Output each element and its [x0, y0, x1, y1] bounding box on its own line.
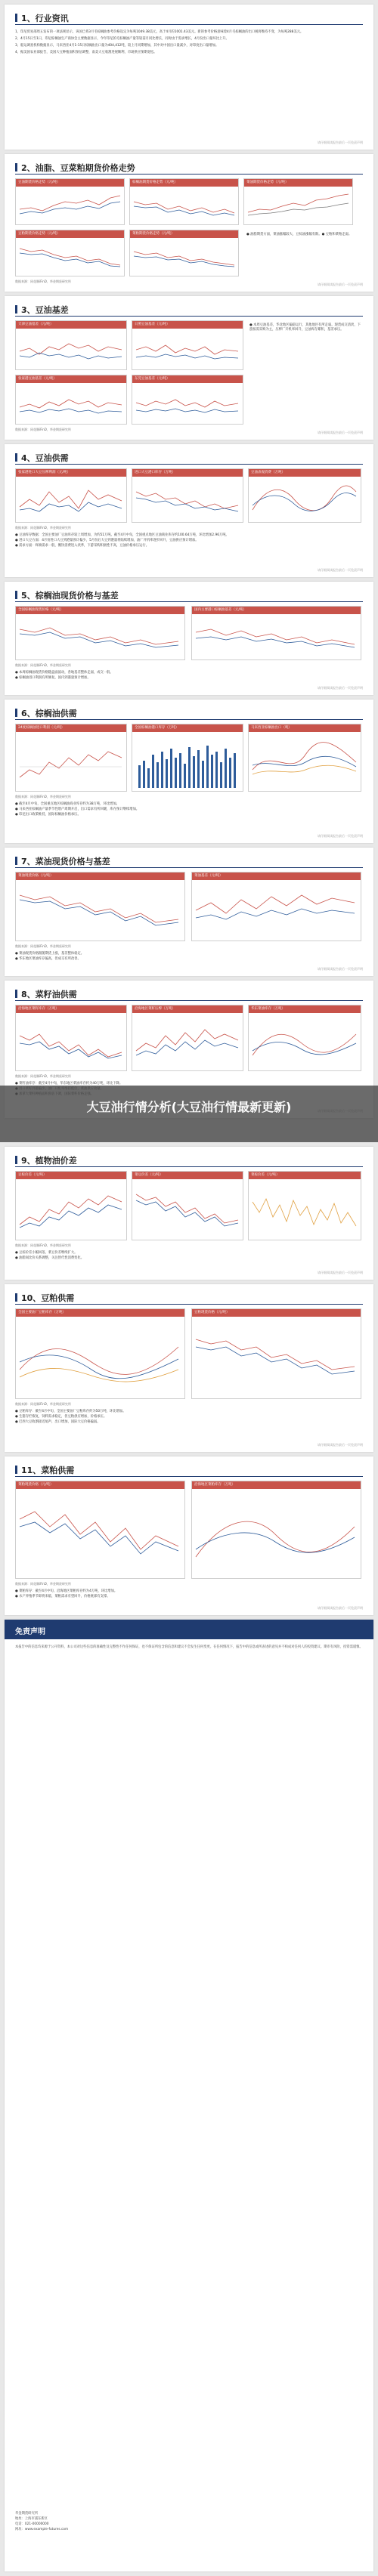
chart-panel: [191, 872, 361, 941]
chart-panel: [132, 1005, 243, 1071]
line-chart: [192, 1317, 361, 1398]
chart-panel: [132, 320, 243, 370]
chart-title: 沿海地区菜粕库存（万吨）: [192, 1481, 361, 1489]
chart-panel: [248, 724, 361, 792]
chart-panel: [248, 1005, 361, 1071]
bullet-list: [15, 1410, 363, 1425]
section-title: 11、菜粕供需: [15, 1464, 74, 1476]
bullet-item: ● 生猪存栏恢复，饲料需求稳定，但豆粕供应增加，价格承压。: [15, 1415, 107, 1419]
chart-panel: [191, 1481, 361, 1579]
bullet-item: ● 菜籽油库存：截至4月中旬，华东地区菜油库存约为40万吨，环比下降。: [15, 1082, 123, 1086]
bullet-item: ● 印尼出口政策维持，国际棕榈油价格承压。: [15, 813, 81, 817]
line-chart: [16, 1013, 126, 1070]
line-chart: [249, 477, 361, 522]
side-commentary: ● 本周豆油基差，华北地区偏稳运行，其他地区有所走弱。现货成交清淡，下游按需采购为主，压榨厂开机率回升，豆油库存累积，基差承压。: [249, 323, 361, 332]
oil-spread-section: [5, 1147, 373, 1280]
chart-title: 菜粕现货价格（元/吨）: [16, 1481, 184, 1489]
footer-note: 请仔细阅读报告最后一页免责声明: [318, 568, 363, 572]
line-chart: [16, 1489, 184, 1578]
bullet-item: ● 棕榈油进口利润有所修复，国内到港量预计增加。: [15, 676, 91, 680]
section-divider: [15, 174, 363, 175]
rapemeal-section: [5, 1456, 373, 1615]
chart-title: 菜油基差（元/吨）: [192, 873, 361, 880]
chart-panel: [15, 1308, 185, 1399]
chart-title: 豆粕现货价格（元/吨）: [192, 1309, 361, 1317]
line-chart: [192, 880, 361, 941]
line-chart: [132, 477, 243, 522]
contact-line: 华金期货研究所: [15, 2512, 39, 2516]
line-chart: [132, 1013, 243, 1070]
bullet-item: ● 本周棕榈油现货价格随盘面波动，各地基差整体走弱，成交一般。: [15, 671, 113, 675]
news-list: [15, 30, 363, 55]
futures-section: [5, 154, 373, 292]
chart-panel: [132, 724, 243, 792]
news-section: [5, 5, 373, 150]
line-chart: [249, 732, 361, 791]
line-chart: [192, 1489, 361, 1578]
section-title: 2、油脂、豆菜粕期货价格走势: [15, 162, 135, 174]
source-note: 数据来源：同花顺iFinD，华金期货研究所: [15, 280, 71, 283]
chart-title: 东莞豆油基差（元/吨）: [132, 375, 243, 383]
line-chart: [249, 1179, 361, 1240]
section-divider: [15, 1166, 363, 1167]
footer-note: 请仔细阅读报告最后一页免责声明: [318, 141, 363, 144]
source-note: 数据来源：同花顺iFinD，华金期货研究所: [15, 944, 71, 948]
bullet-item: ● 豆油库存数据：全国主要油厂豆油库存较上周增加，为约51万吨。截至4月中旬，全国重点地区豆油商业库存约100.64万吨，环比增加2.96万吨。: [15, 533, 229, 537]
source-note: 数据来源：同花顺iFinD，华金期货研究所: [15, 1582, 71, 1586]
line-chart: [16, 383, 126, 424]
chart-title: 菜油现货价格（元/吨）: [16, 873, 184, 880]
chart-title: 菜粕期货价格走势（元/吨）: [130, 230, 238, 238]
bullet-item: ● 需求方面：终端需求一般，餐饮消费进入淡季，下游采购积极性不高，豆油价格承压运行。: [15, 544, 149, 548]
chart-panel: [129, 230, 239, 276]
footer-note: 请仔细阅读报告最后一页免责声明: [318, 1271, 363, 1274]
section-divider: [15, 24, 363, 25]
line-chart: [16, 1317, 184, 1398]
chart-title: 沿海地区菜籽库存（万吨）: [16, 1005, 126, 1013]
news-item: 3、船运调查机构数据显示，马来西亚4月1-15日棕榈油出口量为404,412吨，较上月同期增加，其中对中国出口量减少，对印度出口量增加。: [15, 44, 219, 48]
line-chart: [130, 187, 238, 224]
bullet-item: ● 马来西亚棕榈油产量季节性增产周期开启，出口需求有所回暖，库存预计继续增加。: [15, 808, 140, 811]
section-title: 5、棕榈油现货价格与基差: [15, 589, 119, 601]
bullet-item: ● 菜粕库存：截至4月中旬，沿海地区菜粕库存约为4万吨，环比增加。: [15, 1589, 118, 1593]
bullet-list: [15, 1589, 363, 1600]
footer-note: 请仔细阅读报告最后一页免责声明: [318, 834, 363, 838]
bullet-item: ● 华东地区菜油库存偏高，但成交有所改善。: [15, 957, 81, 961]
line-chart: [249, 1013, 361, 1070]
chart-panel: [243, 178, 353, 225]
source-note: 数据来源：同花顺iFinD，华金期货研究所: [15, 663, 71, 667]
chart-panel: [15, 230, 125, 276]
chart-title: 华东菜油库存（万吨）: [249, 1005, 361, 1013]
footer-note: 请仔细阅读报告最后一页免责声明: [318, 686, 363, 690]
chart-title: 全国棕榈油港口库存（万吨）: [132, 724, 243, 732]
palm-supply-section: [5, 700, 373, 843]
chart-title: 菜油期货价格走势（元/吨）: [244, 179, 352, 187]
source-note: 数据来源：同花顺iFinD，华金期货研究所: [15, 1402, 71, 1406]
bullet-list: [15, 533, 363, 549]
contact-line: 地址：上海市浦东新区: [15, 2517, 48, 2521]
line-chart: [16, 187, 124, 224]
chart-title: 沿海地区菜籽压榨（万吨）: [132, 1005, 243, 1013]
bullet-item: ● 油脂间比价关系调整，关注替代性消费变化。: [15, 1256, 85, 1260]
chart-title: 豆棕价差（元/吨）: [16, 1172, 126, 1179]
footer-note: 请仔细阅读报告最后一页免责声明: [318, 431, 363, 434]
section-divider: [15, 719, 363, 720]
source-note: 数据来源：同花顺iFinD，华金期货研究所: [15, 1074, 71, 1078]
line-chart: [132, 1179, 243, 1240]
footer-note: 请仔细阅读报告最后一页免责声明: [318, 1606, 363, 1610]
chart-panel: [15, 606, 185, 660]
footer-note: 请仔细阅读报告最后一页免责声明: [318, 1443, 363, 1447]
news-item: 1、印尼贸易部周五发布的一项法规显示，该国已将3月毛棕榈油参考价格设定为每吨1049.38美元，高于4月的1001.43美元。新的参考价格意味着4月毛棕榈油的出口税将维持不变，为每吨288美元。: [15, 30, 304, 34]
chart-title: 棕榈油期货价格走势（元/吨）: [130, 179, 238, 187]
bullet-list: [15, 1251, 363, 1262]
chart-title: 豆油期货价格走势（元/吨）: [16, 179, 124, 187]
bullet-list: [15, 802, 363, 818]
bullet-item: ● 截至4月中旬，全国重点地区棕榈油商业库存约为38万吨，环比增加。: [15, 802, 119, 806]
chart-panel: [15, 375, 127, 425]
disclaimer-header: [5, 1620, 373, 1639]
footer-note: 请仔细阅读报告最后一页免责声明: [318, 283, 363, 286]
section-divider: [15, 601, 363, 602]
section-title: 4、豆油供需: [15, 452, 69, 464]
chart-title: 马来西亚棕榈油出口（吨）: [249, 724, 361, 732]
chart-panel: [15, 320, 127, 370]
bullet-item: ● 巴西大豆收割接近尾声，出口增加，国际大豆价格偏弱。: [15, 1420, 101, 1424]
line-chart: [16, 880, 184, 941]
chart-panel: [248, 468, 361, 523]
chart-title: 全国主要油厂豆粕库存（万吨）: [16, 1309, 184, 1317]
section-title: 1、行业资讯: [15, 12, 69, 24]
chart-panel: [15, 724, 127, 792]
chart-title: 国内主要港口棕榈油基差（元/吨）: [192, 607, 361, 614]
section-title: 9、植物油价差: [15, 1154, 77, 1166]
news-item: 2、4月15日至1日，印尼棕榈油生产商协会主要数据显示，今年印尼的毛棕榈油产量等较前月同比增长，同时由于需求增长，4月份出口量环比上升。: [15, 37, 229, 41]
chart-panel: [15, 178, 125, 225]
contact-line: 电话：021-00000000: [15, 2522, 49, 2526]
line-chart: [16, 732, 126, 791]
chart-panel: [248, 1171, 361, 1240]
section-divider: [15, 464, 363, 465]
section-title: 10、豆粕供需: [15, 1292, 74, 1304]
chart-panel: [129, 178, 239, 225]
chart-title: 豆油表观消费（万吨）: [249, 469, 361, 477]
line-chart: [132, 383, 243, 424]
source-note: 数据来源：同花顺iFinD，华金期货研究所: [15, 1243, 71, 1247]
chart-panel: [132, 1171, 243, 1240]
chart-title: 天津豆油基差（元/吨）: [16, 321, 126, 329]
chart-title: 进口大豆港口库存（万吨）: [132, 469, 243, 477]
line-chart: [130, 238, 238, 276]
bullet-item: ● 豆棕价差小幅回落，菜豆价差继续扩大。: [15, 1251, 78, 1255]
section-title: 7、菜油现货价格与基差: [15, 855, 110, 867]
contact-line: 网址：www.example-futures.com: [15, 2528, 69, 2531]
section-divider: [15, 316, 363, 317]
chart-panel: [132, 468, 243, 523]
basis-section: [5, 296, 373, 440]
source-note: 数据来源：同花顺iFinD，华金期货研究所: [15, 795, 71, 798]
chart-panel: [15, 468, 127, 523]
chart-title: 24度棕榈油进口利润（元/吨）: [16, 724, 126, 732]
chart-title: 张家港进口大豆压榨利润（元/吨）: [16, 469, 126, 477]
disclaimer-section: [5, 1620, 373, 2571]
bullet-list: [15, 671, 363, 681]
section-divider: [15, 1000, 363, 1001]
bullet-list: [15, 952, 363, 962]
chart-panel: [15, 1481, 185, 1579]
chart-title: 豆粕期货价格走势（元/吨）: [16, 230, 124, 238]
line-chart: [16, 1179, 126, 1240]
chart-title: 张家港豆油基差（元/吨）: [16, 375, 126, 383]
disclaimer-title: 免责声明: [15, 1628, 45, 1636]
line-chart: [16, 329, 126, 369]
banner-title: 大豆油行情分析(大豆油行情最新更新): [86, 1100, 292, 1114]
chart-panel: [191, 1308, 361, 1399]
chart-panel: [15, 1005, 127, 1071]
line-chart: [16, 238, 124, 276]
footer-note: 请仔细阅读报告最后一页免责声明: [318, 967, 363, 971]
chart-title: 日照豆油基差（元/吨）: [132, 321, 243, 329]
bullet-item: ● 水产养殖季节即将来临，菜粕需求有望回升，价格底部有支撑。: [15, 1595, 110, 1598]
chart-title: 全国棕榈油现货价格（元/吨）: [16, 607, 184, 614]
supply-section: [5, 444, 373, 577]
line-chart: [192, 614, 361, 659]
section-divider: [15, 1304, 363, 1305]
side-commentary: ● 油脂期货方面，菜油涨幅较大，豆棕油涨幅有限。● 豆粕和菜粕走弱。: [246, 233, 352, 236]
section-divider: [15, 867, 363, 868]
bullet-item: ● 菜油现货价格跟随期货上涨，基差整体稳定。: [15, 952, 85, 956]
chart-panel: [191, 606, 361, 660]
chart-panel: [132, 375, 243, 425]
rapeseed-oil-price-section: [5, 848, 373, 976]
contact-block: [15, 2511, 363, 2532]
source-note: 数据来源：同花顺iFinD，华金期货研究所: [15, 526, 71, 530]
source-note: 数据来源：同花顺iFinD，华金期货研究所: [15, 428, 71, 431]
section-title: 8、菜籽油供需: [15, 988, 77, 1000]
chart-title: 菜棕价差（元/吨）: [249, 1172, 361, 1179]
line-chart: [132, 329, 243, 369]
section-title: 3、豆油基差: [15, 304, 69, 316]
chart-panel: [15, 872, 185, 941]
chart-panel: [15, 1171, 127, 1240]
line-chart: [16, 477, 126, 522]
line-chart: [244, 187, 352, 224]
soymeal-section: [5, 1284, 373, 1452]
section-divider: [15, 1476, 363, 1477]
bar-chart: [132, 732, 243, 791]
palm-price-section: [5, 582, 373, 695]
bullet-item: ● 豆粕库存：截至4月中旬，全国主要油厂豆粕库存约为50万吨，环比增加。: [15, 1410, 126, 1413]
bullet-item: ● 进口大豆方面：4月份进口大豆到港量预计偏少，5月份后大豆到港量将陆续增加，油厂开机率逐步回升，豆油供应预计增加。: [15, 539, 199, 542]
chart-title: 菜豆价差（元/吨）: [132, 1172, 243, 1179]
news-item: 4、据美国农业部报告，美国大豆种植面积预估调整，南美大豆收割进展顺利，市场供应预期宽松。: [15, 51, 157, 54]
disclaimer-text: 本报告中的信息均来源于公开资料，本公司对这些信息的准确性及完整性不作任何保证，也不保证所包含的信息和建议不会发生任何变更。在任何情况下，报告中的信息或所表述的意见并不构成对任何人的投资建议。期市有风险，投资需谨慎。: [15, 1645, 363, 1649]
section-title: 6、棕榈油供需: [15, 707, 77, 719]
line-chart: [16, 614, 184, 659]
